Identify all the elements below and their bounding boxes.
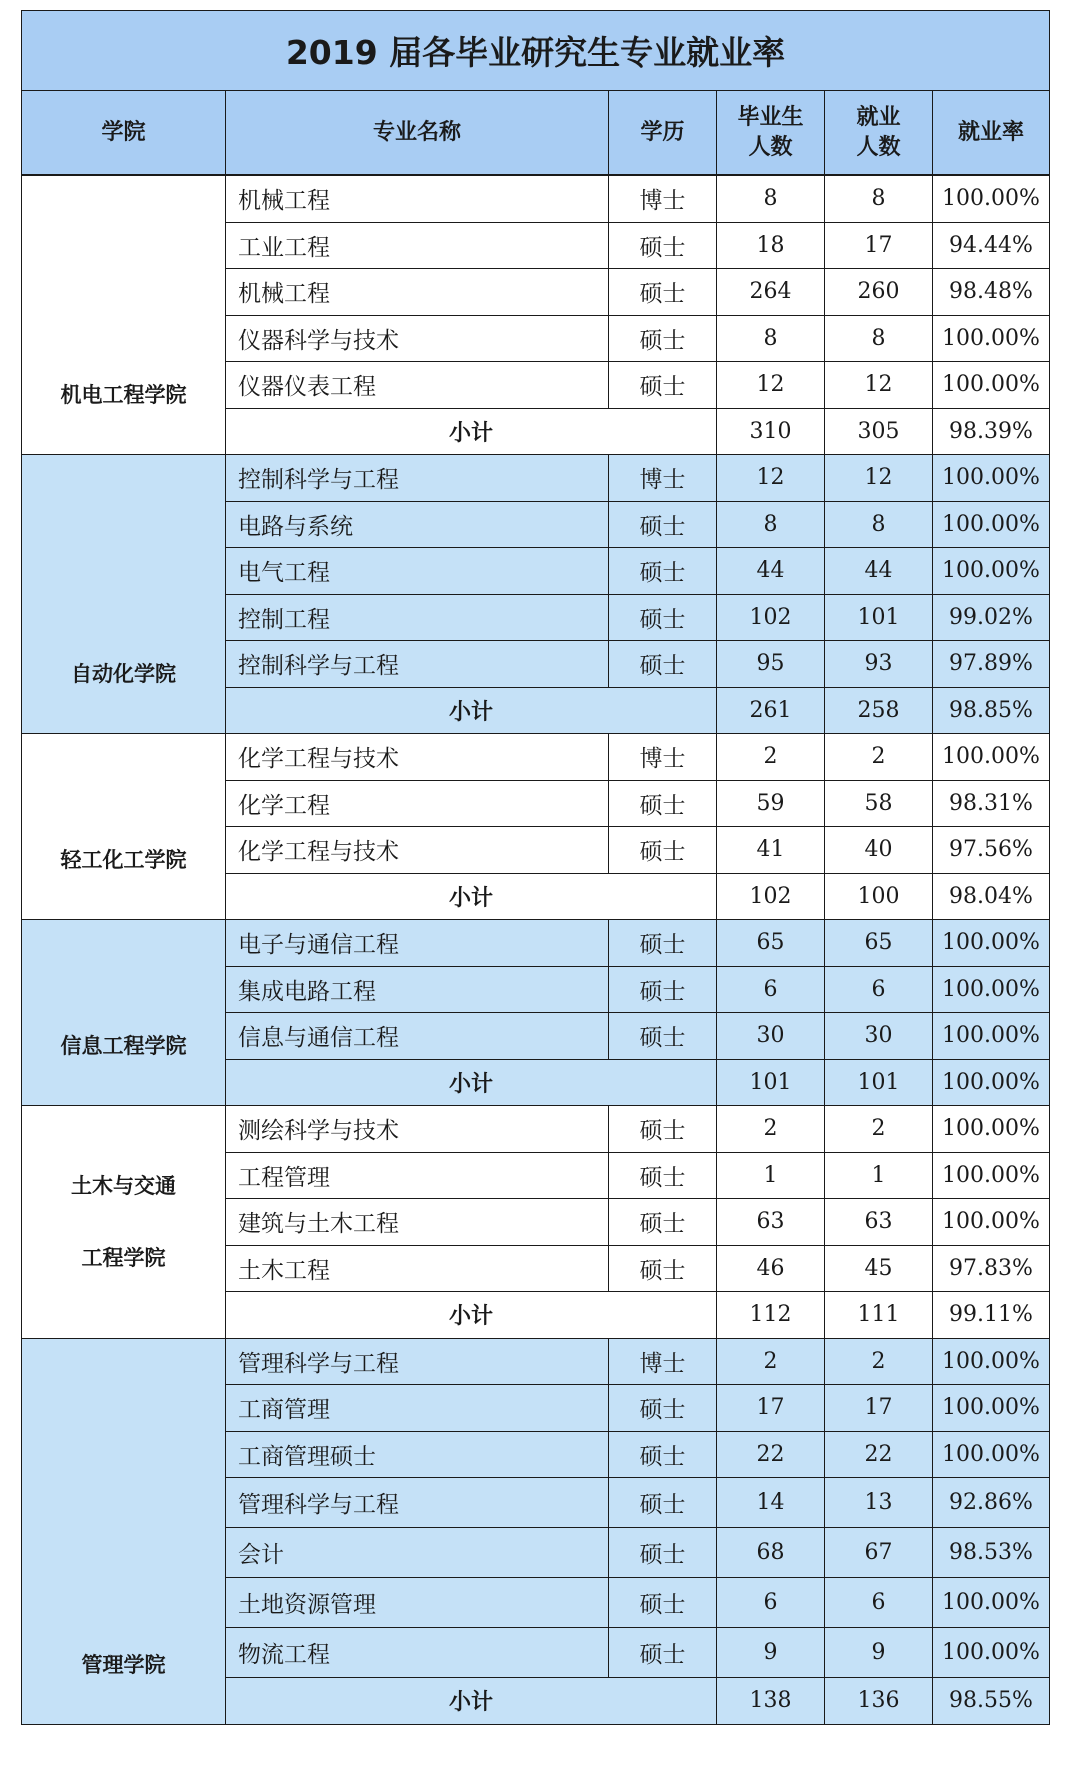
employment-rate-cell: 100.00% <box>933 734 1050 781</box>
subtotal-label: 小计 <box>226 1059 717 1106</box>
major-name-cell: 仪器仪表工程 <box>226 362 609 409</box>
major-name-cell: 集成电路工程 <box>226 966 609 1013</box>
subtotal-label: 小计 <box>226 1292 717 1339</box>
table-row <box>22 920 1050 967</box>
degree-cell: 硕士 <box>609 594 717 641</box>
degree-cell: 硕士 <box>609 1431 717 1478</box>
employed-count-cell: 45 <box>825 1245 933 1292</box>
graduates-count-cell: 68 <box>717 1528 825 1578</box>
subtotal-label: 小计 <box>226 408 717 455</box>
employed-count-cell: 17 <box>825 1385 933 1432</box>
employed-count-cell: 6 <box>825 1578 933 1628</box>
major-name-cell: 控制工程 <box>226 594 609 641</box>
major-name-cell: 电路与系统 <box>226 501 609 548</box>
graduates-count-cell: 6 <box>717 966 825 1013</box>
employed-count-cell: 2 <box>825 1106 933 1153</box>
subtotal-employed-cell: 136 <box>825 1678 933 1725</box>
employed-count-cell: 93 <box>825 641 933 688</box>
employed-count-cell: 260 <box>825 269 933 316</box>
header-employed: 就业 人数 <box>825 91 933 175</box>
employment-rate-cell: 100.00% <box>933 455 1050 502</box>
graduates-count-cell: 14 <box>717 1478 825 1528</box>
degree-cell: 博士 <box>609 734 717 781</box>
degree-cell: 硕士 <box>609 1106 717 1153</box>
degree-cell: 硕士 <box>609 548 717 595</box>
employment-rate-cell: 100.00% <box>933 501 1050 548</box>
major-name-cell: 电气工程 <box>226 548 609 595</box>
graduates-count-cell: 8 <box>717 315 825 362</box>
subtotal-graduates-cell: 261 <box>717 687 825 734</box>
employed-count-cell: 63 <box>825 1199 933 1246</box>
employment-rate-cell: 97.89% <box>933 641 1050 688</box>
school-group <box>22 1106 1050 1339</box>
employment-rate-cell: 98.53% <box>933 1528 1050 1578</box>
employed-count-cell: 17 <box>825 222 933 269</box>
header-major: 专业名称 <box>226 91 609 175</box>
degree-cell: 硕士 <box>609 1245 717 1292</box>
header-grads: 毕业生 人数 <box>717 91 825 175</box>
employment-rate-cell: 100.00% <box>933 1431 1050 1478</box>
school-name-cell: 信息工程学院 <box>22 920 226 1106</box>
graduates-count-cell: 102 <box>717 594 825 641</box>
employment-rate-table <box>21 10 1050 175</box>
employed-count-cell: 8 <box>825 176 933 223</box>
school-group <box>22 920 1050 1106</box>
graduates-count-cell: 8 <box>717 176 825 223</box>
major-name-cell: 工商管理 <box>226 1385 609 1432</box>
employment-rate-cell: 98.48% <box>933 269 1050 316</box>
graduates-count-cell: 9 <box>717 1628 825 1678</box>
subtotal-rate-cell: 98.04% <box>933 873 1050 920</box>
degree-cell: 硕士 <box>609 1013 717 1060</box>
employment-rate-cell: 92.86% <box>933 1478 1050 1528</box>
school-name-cell: 土木与交通 工程学院 <box>22 1106 226 1339</box>
subtotal-employed-cell: 100 <box>825 873 933 920</box>
employed-count-cell: 2 <box>825 734 933 781</box>
employed-count-cell: 2 <box>825 1338 933 1385</box>
subtotal-graduates-cell: 101 <box>717 1059 825 1106</box>
graduates-count-cell: 46 <box>717 1245 825 1292</box>
major-name-cell: 机械工程 <box>226 176 609 223</box>
school-group <box>22 176 1050 455</box>
subtotal-graduates-cell: 102 <box>717 873 825 920</box>
major-name-cell: 化学工程与技术 <box>226 827 609 874</box>
employed-count-cell: 9 <box>825 1628 933 1678</box>
major-name-cell: 测绘科学与技术 <box>226 1106 609 1153</box>
subtotal-employed-cell: 101 <box>825 1059 933 1106</box>
table-row <box>22 455 1050 502</box>
subtotal-label: 小计 <box>226 873 717 920</box>
degree-cell: 硕士 <box>609 1478 717 1528</box>
school-name-cell: 机电工程学院 <box>22 176 226 455</box>
subtotal-graduates-cell: 112 <box>717 1292 825 1339</box>
employment-table-frame <box>21 10 1049 1725</box>
header-rate: 就业率 <box>933 91 1050 175</box>
graduates-count-cell: 1 <box>717 1152 825 1199</box>
graduates-count-cell: 44 <box>717 548 825 595</box>
degree-cell: 博士 <box>609 455 717 502</box>
employment-rate-cell: 100.00% <box>933 1152 1050 1199</box>
employed-count-cell: 8 <box>825 315 933 362</box>
table-title: 2019 届各毕业研究生专业就业率 <box>22 11 1050 91</box>
degree-cell: 硕士 <box>609 501 717 548</box>
major-name-cell: 工程管理 <box>226 1152 609 1199</box>
degree-cell: 硕士 <box>609 1199 717 1246</box>
table-row <box>22 734 1050 781</box>
employed-count-cell: 67 <box>825 1528 933 1578</box>
major-name-cell: 仪器科学与技术 <box>226 315 609 362</box>
header-degree: 学历 <box>609 91 717 175</box>
employment-rate-cell: 100.00% <box>933 548 1050 595</box>
employed-count-cell: 65 <box>825 920 933 967</box>
employed-count-cell: 8 <box>825 501 933 548</box>
employment-rate-cell: 100.00% <box>933 362 1050 409</box>
graduates-count-cell: 59 <box>717 780 825 827</box>
degree-cell: 硕士 <box>609 920 717 967</box>
graduates-count-cell: 17 <box>717 1385 825 1432</box>
school-group <box>22 734 1050 920</box>
subtotal-rate-cell: 100.00% <box>933 1059 1050 1106</box>
employment-rate-body <box>21 175 1050 1725</box>
header-school: 学院 <box>22 91 226 175</box>
employment-rate-cell: 97.56% <box>933 827 1050 874</box>
degree-cell: 硕士 <box>609 1152 717 1199</box>
employed-count-cell: 12 <box>825 455 933 502</box>
employment-rate-cell: 100.00% <box>933 1199 1050 1246</box>
subtotal-employed-cell: 258 <box>825 687 933 734</box>
graduates-count-cell: 65 <box>717 920 825 967</box>
employment-rate-cell: 97.83% <box>933 1245 1050 1292</box>
subtotal-label: 小计 <box>226 1678 717 1725</box>
major-name-cell: 信息与通信工程 <box>226 1013 609 1060</box>
graduates-count-cell: 12 <box>717 455 825 502</box>
major-name-cell: 管理科学与工程 <box>226 1478 609 1528</box>
employed-count-cell: 1 <box>825 1152 933 1199</box>
employment-rate-cell: 99.02% <box>933 594 1050 641</box>
graduates-count-cell: 63 <box>717 1199 825 1246</box>
employment-rate-cell: 100.00% <box>933 1106 1050 1153</box>
major-name-cell: 会计 <box>226 1528 609 1578</box>
major-name-cell: 电子与通信工程 <box>226 920 609 967</box>
employed-count-cell: 101 <box>825 594 933 641</box>
degree-cell: 硕士 <box>609 1385 717 1432</box>
major-name-cell: 工业工程 <box>226 222 609 269</box>
subtotal-rate-cell: 98.39% <box>933 408 1050 455</box>
graduates-count-cell: 8 <box>717 501 825 548</box>
graduates-count-cell: 6 <box>717 1578 825 1628</box>
degree-cell: 硕士 <box>609 362 717 409</box>
employment-rate-cell: 100.00% <box>933 1013 1050 1060</box>
degree-cell: 硕士 <box>609 1528 717 1578</box>
degree-cell: 硕士 <box>609 315 717 362</box>
graduates-count-cell: 2 <box>717 734 825 781</box>
header-row <box>22 91 1050 175</box>
major-name-cell: 物流工程 <box>226 1628 609 1678</box>
table-row <box>22 1338 1050 1385</box>
graduates-count-cell: 95 <box>717 641 825 688</box>
employment-rate-cell: 98.31% <box>933 780 1050 827</box>
degree-cell: 硕士 <box>609 641 717 688</box>
major-name-cell: 化学工程 <box>226 780 609 827</box>
school-group <box>22 1338 1050 1724</box>
major-name-cell: 管理科学与工程 <box>226 1338 609 1385</box>
major-name-cell: 控制科学与工程 <box>226 641 609 688</box>
subtotal-employed-cell: 305 <box>825 408 933 455</box>
subtotal-rate-cell: 98.55% <box>933 1678 1050 1725</box>
employed-count-cell: 13 <box>825 1478 933 1528</box>
graduates-count-cell: 264 <box>717 269 825 316</box>
employment-rate-cell: 100.00% <box>933 966 1050 1013</box>
degree-cell: 博士 <box>609 176 717 223</box>
school-name-cell: 自动化学院 <box>22 455 226 734</box>
degree-cell: 硕士 <box>609 269 717 316</box>
degree-cell: 硕士 <box>609 222 717 269</box>
school-name-cell: 轻工化工学院 <box>22 734 226 920</box>
employment-rate-cell: 100.00% <box>933 315 1050 362</box>
employed-count-cell: 22 <box>825 1431 933 1478</box>
subtotal-rate-cell: 98.85% <box>933 687 1050 734</box>
graduates-count-cell: 41 <box>717 827 825 874</box>
employment-rate-cell: 94.44% <box>933 222 1050 269</box>
graduates-count-cell: 18 <box>717 222 825 269</box>
degree-cell: 硕士 <box>609 1578 717 1628</box>
graduates-count-cell: 2 <box>717 1106 825 1153</box>
employment-rate-cell: 100.00% <box>933 1578 1050 1628</box>
school-name-cell: 管理学院 <box>22 1338 226 1724</box>
subtotal-graduates-cell: 310 <box>717 408 825 455</box>
major-name-cell: 工商管理硕士 <box>226 1431 609 1478</box>
employment-rate-cell: 100.00% <box>933 176 1050 223</box>
subtotal-rate-cell: 99.11% <box>933 1292 1050 1339</box>
employed-count-cell: 44 <box>825 548 933 595</box>
graduates-count-cell: 2 <box>717 1338 825 1385</box>
degree-cell: 硕士 <box>609 1628 717 1678</box>
table-row <box>22 176 1050 223</box>
subtotal-graduates-cell: 138 <box>717 1678 825 1725</box>
major-name-cell: 机械工程 <box>226 269 609 316</box>
degree-cell: 硕士 <box>609 780 717 827</box>
employed-count-cell: 58 <box>825 780 933 827</box>
major-name-cell: 建筑与土木工程 <box>226 1199 609 1246</box>
major-name-cell: 控制科学与工程 <box>226 455 609 502</box>
school-group <box>22 455 1050 734</box>
major-name-cell: 化学工程与技术 <box>226 734 609 781</box>
employed-count-cell: 40 <box>825 827 933 874</box>
employment-rate-cell: 100.00% <box>933 920 1050 967</box>
degree-cell: 硕士 <box>609 966 717 1013</box>
employed-count-cell: 12 <box>825 362 933 409</box>
major-name-cell: 土木工程 <box>226 1245 609 1292</box>
employment-rate-cell: 100.00% <box>933 1628 1050 1678</box>
table-row <box>22 1106 1050 1153</box>
degree-cell: 硕士 <box>609 827 717 874</box>
subtotal-employed-cell: 111 <box>825 1292 933 1339</box>
subtotal-label: 小计 <box>226 687 717 734</box>
employment-rate-cell: 100.00% <box>933 1385 1050 1432</box>
graduates-count-cell: 12 <box>717 362 825 409</box>
employed-count-cell: 30 <box>825 1013 933 1060</box>
employment-rate-cell: 100.00% <box>933 1338 1050 1385</box>
major-name-cell: 土地资源管理 <box>226 1578 609 1628</box>
employed-count-cell: 6 <box>825 966 933 1013</box>
graduates-count-cell: 22 <box>717 1431 825 1478</box>
graduates-count-cell: 30 <box>717 1013 825 1060</box>
degree-cell: 博士 <box>609 1338 717 1385</box>
